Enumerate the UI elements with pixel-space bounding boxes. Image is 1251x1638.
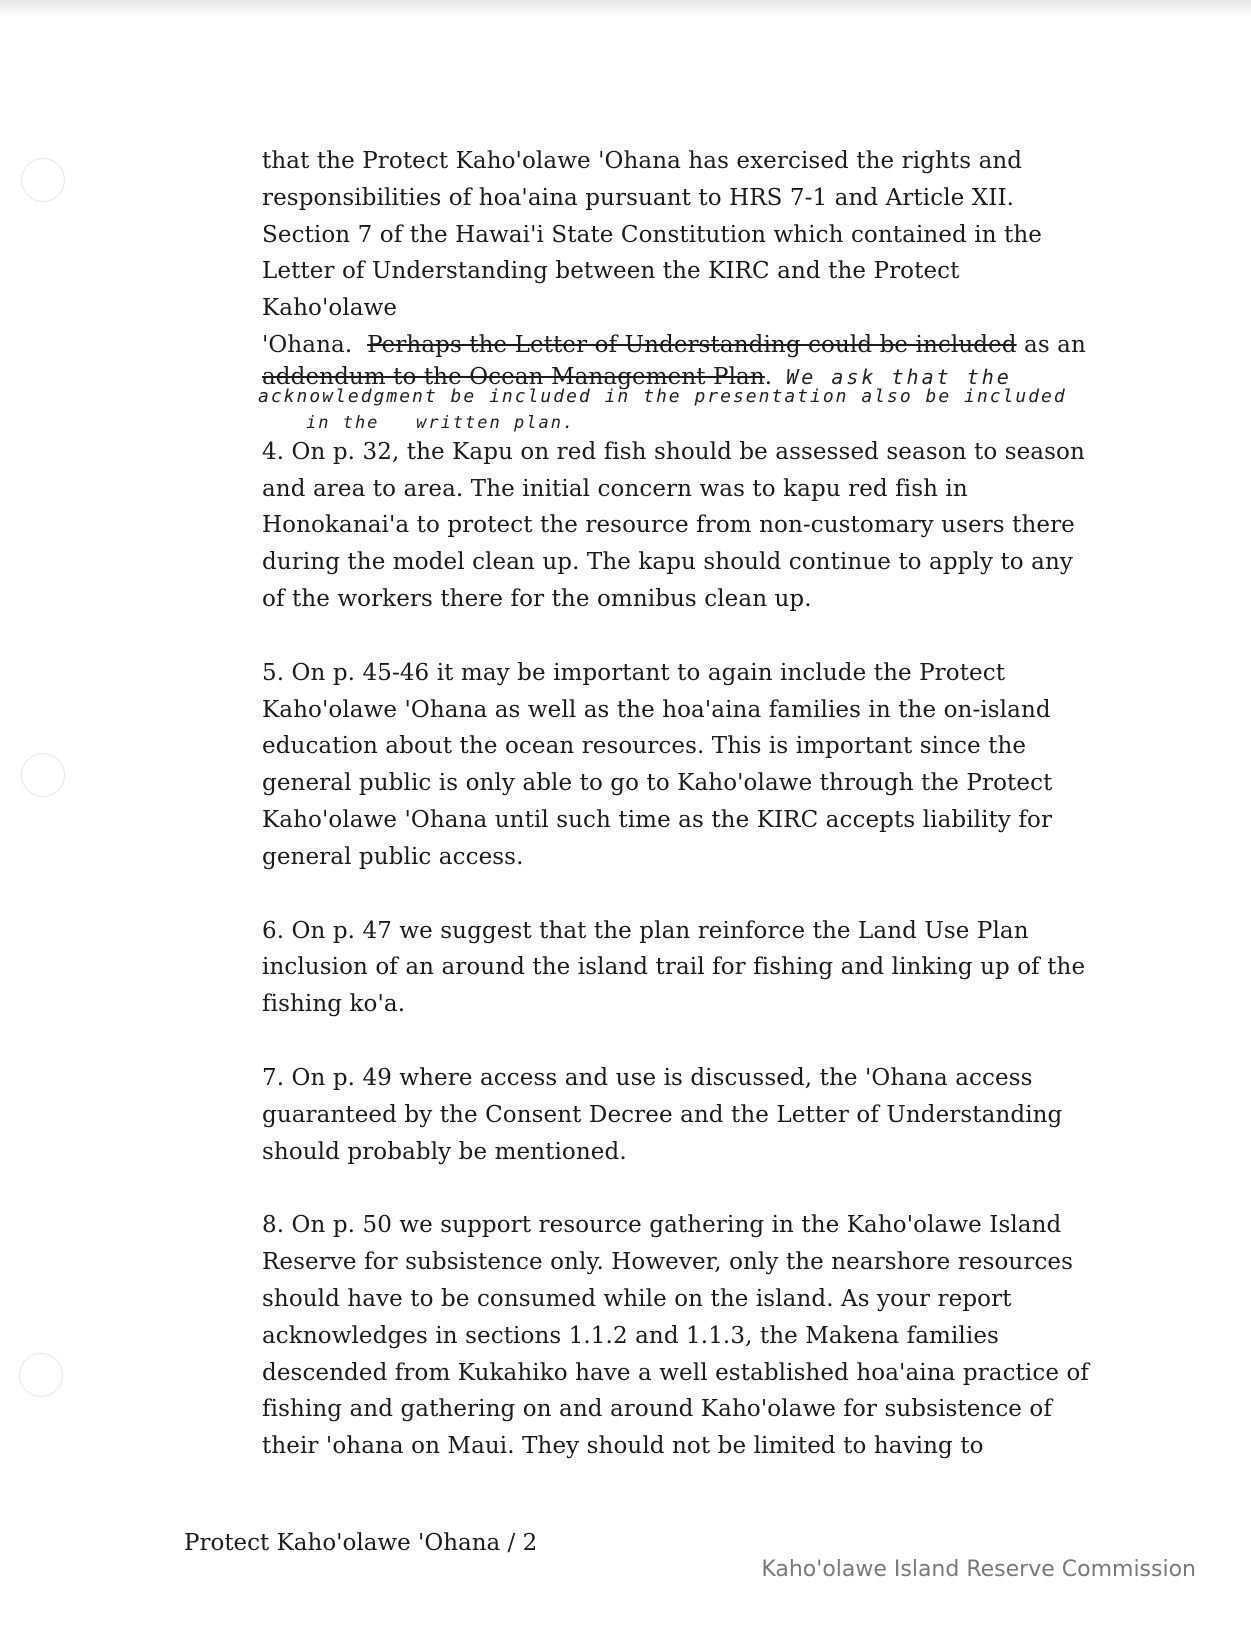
- struck-text: addendum to the Ocean Management Plan: [262, 363, 765, 390]
- letter-body: [258, 143, 1092, 1465]
- text-line: Kaho'olawe 'Ohana until such time as the KIRC accepts liability for: [262, 806, 1053, 833]
- text-line: [262, 327, 1092, 364]
- text-line: fishing and gathering on and around Kaho'olawe for subsistence of: [262, 1396, 1052, 1423]
- handwritten-annotation: We ask that the: [786, 364, 1012, 389]
- text-line: of the workers there for the omnibus clean up.: [262, 585, 812, 612]
- handwritten-line: in the written plan.: [306, 412, 576, 433]
- text-line: Letter of Understanding between the KIRC and the Protect Kaho'olawe: [262, 258, 960, 322]
- text-line: and area to area. The initial concern was to kapu red fish in: [262, 475, 968, 502]
- scan-edge-shadow: [0, 0, 1251, 16]
- archive-watermark: Kaho'olawe Island Reserve Commission: [761, 1557, 1196, 1582]
- intro-paragraph: [258, 143, 1092, 434]
- item-6: [262, 913, 1092, 1023]
- text-line: during the model clean up. The kapu should continue to apply to any: [262, 549, 1073, 576]
- text-line: Kaho'olawe 'Ohana as well as the hoa'aina families in the on-island: [262, 696, 1051, 723]
- paragraph-gap: [262, 1170, 1092, 1207]
- text-line: Section 7 of the Hawai'i State Constitution which contained in the: [262, 221, 1043, 248]
- text-line: their 'ohana on Maui. They should not be limited to having to: [262, 1433, 984, 1460]
- text-line: 4. On p. 32, the Kapu on red fish should be assessed season to season: [262, 438, 1085, 465]
- struck-text: Perhaps the Letter of Understanding could be included: [367, 331, 1017, 358]
- item-7: [262, 1060, 1092, 1170]
- text-line: should have to be consumed while on the island. As your report: [262, 1285, 1012, 1312]
- text-line: Honokanai'a to protect the resource from non-customary users there: [262, 512, 1075, 539]
- punch-hole-top: [21, 158, 65, 202]
- text-line: general public access.: [262, 843, 524, 870]
- text-line: descended from Kukahiko have a well established hoa'aina practice of: [262, 1359, 1090, 1386]
- text-line: should probably be mentioned.: [262, 1138, 627, 1165]
- text-line: fishing ko'a.: [262, 991, 406, 1018]
- text-line: education about the ocean resources. This is important since the: [262, 733, 1027, 760]
- paragraph-gap: [262, 876, 1092, 913]
- text-line: that the Protect Kaho'olawe 'Ohana has exercised the rights and: [262, 148, 1023, 174]
- paragraph-gap: [262, 618, 1092, 655]
- text-line: guaranteed by the Consent Decree and the Letter of Understanding: [262, 1101, 1063, 1128]
- handwritten-line: acknowledgment be included in the presentation also be included: [258, 385, 1067, 407]
- text-line: 6. On p. 47 we suggest that the plan reinforce the Land Use Plan: [262, 917, 1029, 944]
- text-line: 7. On p. 49 where access and use is discussed, the 'Ohana access: [262, 1064, 1033, 1091]
- text-line: general public is only able to go to Kaho'olawe through the Protect: [262, 770, 1053, 797]
- item-4: [262, 434, 1092, 618]
- text-fragment: 'Ohana.: [262, 331, 368, 358]
- text-fragment: as an: [1016, 331, 1086, 358]
- text-line: Reserve for subsistence only. However, only the nearshore resources: [262, 1249, 1074, 1276]
- text-line: responsibilities of hoa'aina pursuant to HRS 7-1 and Article XII.: [262, 184, 1015, 211]
- text-fragment: .: [764, 363, 773, 390]
- text-line: inclusion of an around the island trail for fishing and linking up of the: [262, 954, 1086, 981]
- handwritten-annotation-block: [258, 385, 1092, 434]
- text-line: 5. On p. 45-46 it may be important to again include the Protect: [262, 659, 1006, 686]
- paragraph-gap: [262, 1023, 1092, 1060]
- punch-hole-bottom: [19, 1353, 63, 1397]
- item-8: [262, 1207, 1092, 1465]
- text-line: 8. On p. 50 we support resource gathering in the Kaho'olawe Island: [262, 1212, 1062, 1239]
- item-5: [262, 655, 1092, 876]
- page-footer-label: Protect Kaho'olawe 'Ohana / 2: [184, 1530, 538, 1556]
- text-line: acknowledges in sections 1.1.2 and 1.1.3, the Makena families: [262, 1322, 999, 1349]
- punch-hole-middle: [21, 753, 65, 797]
